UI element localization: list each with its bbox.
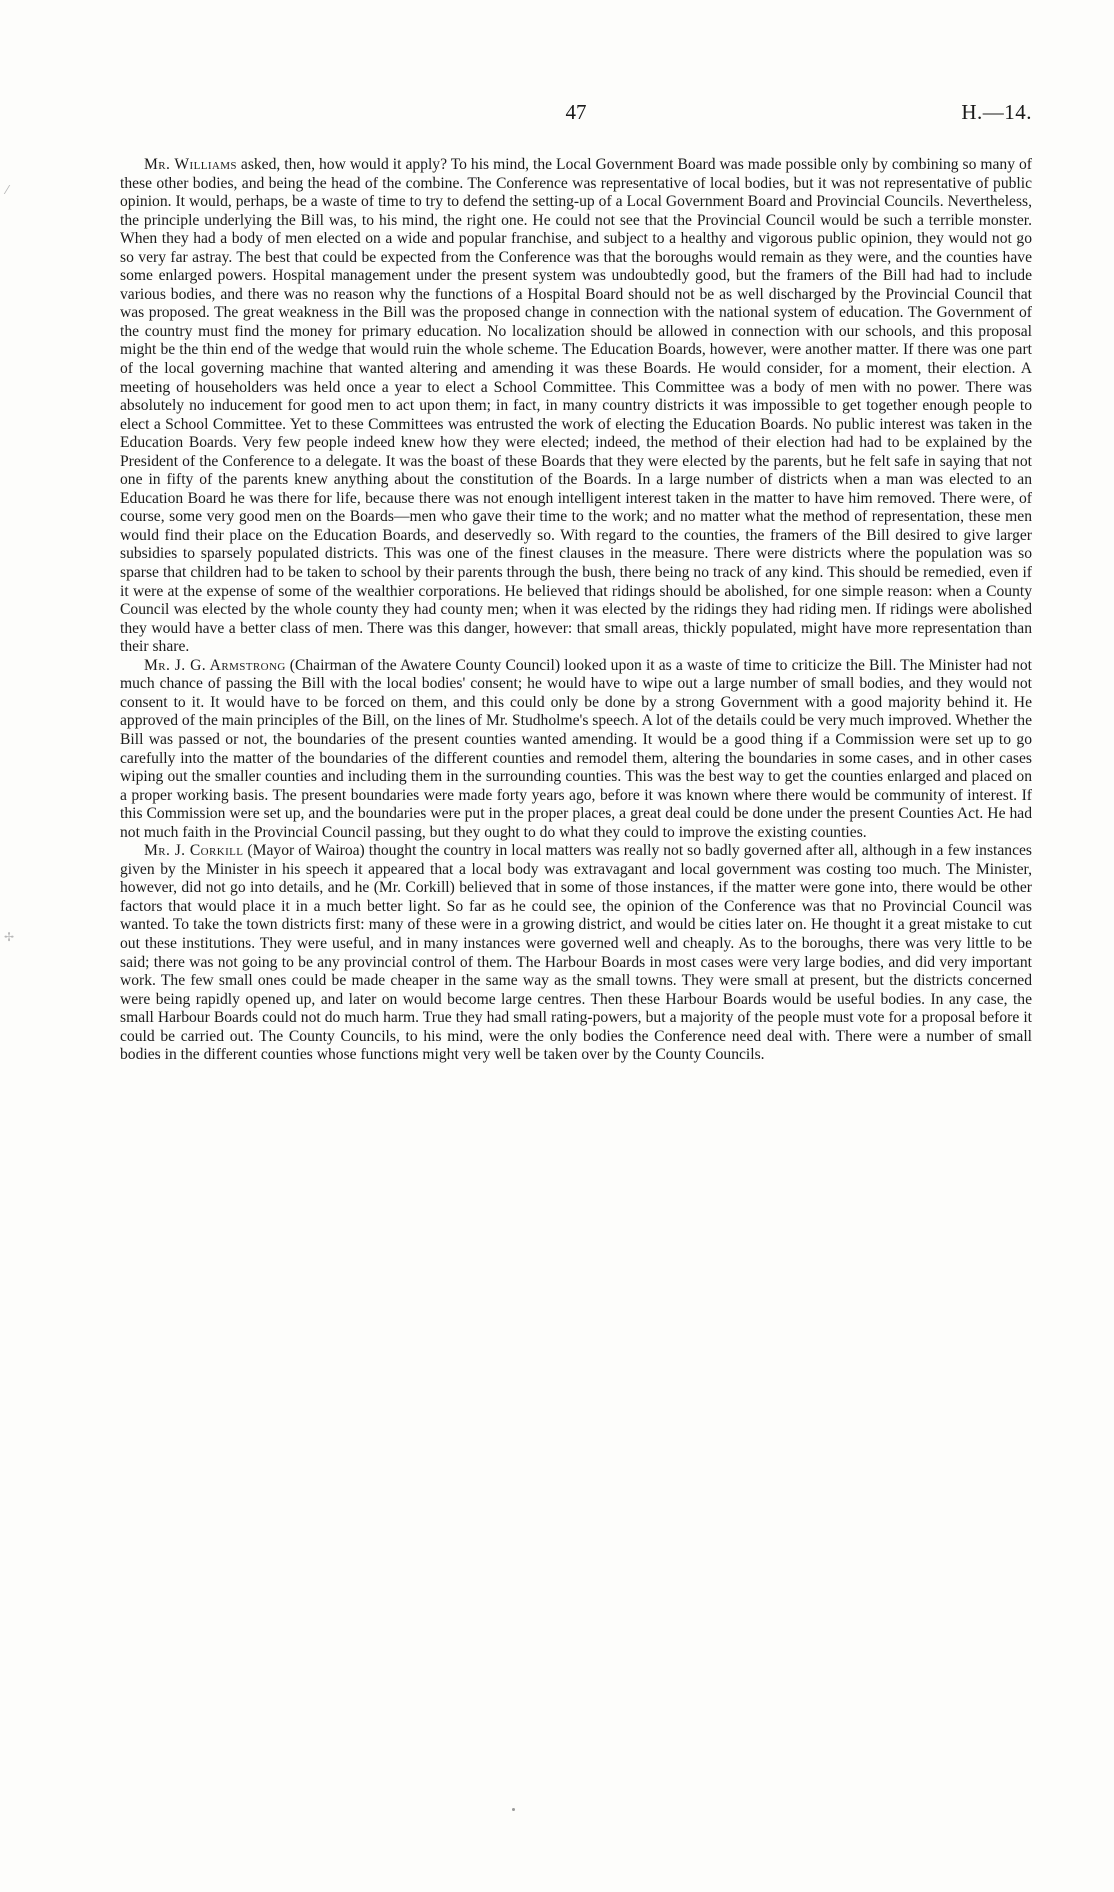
- paragraph-text: (Mayor of Wairoa) thought the country in local matters was really not so badly governed after all, although in a few instances given by the Minister in his speech it appeared that a local body was extravagant and local government was costing too much. The Minister, however, did not go into details, and he (Mr. Corkill) believed that in some of those instances, if the matter were gone into, there would be other factors that would place it in a much better light. So far as he could see, the opinion of the Conference was that no Provincial Council was wanted. To take the town districts first: many of these were in a growing district, and would be cities later on. He thought it a great mistake to cut out these institutions. They were useful, and in many instances were governed well and cheaply. As to the boroughs, there was very little to be said; there was not going to be any provincial control of them. The Harbour Boards in most cases were very large bodies, and did very important work. The few small ones could be made cheaper in the same way as the small towns. They were small at present, but the districts concerned were being rapidly opened up, and later on would become large centres. Then these Harbour Boards would be useful bodies. In any case, the small Harbour Boards could not do much harm. True they had small rating-powers, but a majority of the people must vote for a proposal before it could be carried out. The County Councils, to his mind, were the only bodies the Conference need deal with. There were a number of small bodies in the different counties whose functions might very well be taken over by the County Councils.: [120, 842, 1032, 1064]
- paragraph-text: asked, then, how would it apply? To his mind, the Local Government Board was made possible only by combining so many of these other bodies, and being the head of the combine. The Conference was representative of local bodies, but it was not representative of public opinion. It would, perhaps, be a waste of time to try to defend the setting-up of a Local Government Board and Provincial Councils. Nevertheless, the principle underlying the Bill was, to his mind, the right one. He could not see that the Provincial Council would be such a terrible monster. When they had a body of men elected on a wide and popular franchise, and subject to a healthy and vigorous public opinion, they would not go so very far astray. The best that could be expected from the Conference was that the boroughs would remain as they were, and the counties have some enlarged powers. Hospital management under the present system was undoubtedly good, but the framers of the Bill had had to include various bodies, and there was no reason why the functions of a Hospital Board should not be as well discharged by the Provincial Council that was proposed. The great weakness in the Bill was the proposed change in connection with the national system of education. The Government of the country must find the money for primary education. No localization should be allowed in connection with our schools, and this proposal might be the thin end of the wedge that would ruin the whole scheme. The Education Boards, however, were another matter. If there was one part of the local governing machine that wanted altering and amending it was these Boards. He would consider, for a moment, their election. A meeting of householders was held once a year to elect a School Committee. This Committee was a body of men with no power. There was absolutely no inducement for good men to act upon them; in fact, in many country districts it was impossible to get together enough people to elect a School Committee. Yet to these Committees was entrusted the work of electing the Education Boards. No public interest was taken in the Education Boards. Very few people indeed knew how they were elected; indeed, the method of their election had had to be explained by the President of the Conference to a delegate. It was the boast of these Boards that they were elected by the parents, but he felt safe in saying that not one in fifty of the parents knew anything about the constitution of the Boards. In a large number of districts when a man was elected to an Education Board he was there for life, because there was not enough intelligent interest taken in the matter to have him removed. There were, of course, some very good men on the Boards—men who gave their time to the work; and no matter what the method of representation, these men would find their place on the Education Boards, and deservedly so. With regard to the counties, the framers of the Bill desired to give larger subsidies to sparsely populated districts. This was one of the finest clauses in the measure. There were districts where the population was so sparse that children had to be taken to school by their parents through the bush, there being no track of any kind. This should be remedied, even if it were at the expense of some of the wealthier corporations. He believed that ridings should be abolished, for one simple reason: when a County Council was elected by the whole county they had county men; when it was elected by the ridings they had riding men. If ridings were abolished they would have a better class of men. There was this danger, however: that small areas, thickly populated, might have more representation than their share.: [120, 156, 1032, 656]
- body-text: [120, 156, 1032, 1065]
- speck-mark-icon: [512, 1808, 515, 1811]
- paragraph-williams: [120, 156, 1032, 657]
- paragraph-armstrong: [120, 657, 1032, 842]
- margin-mark-icon: ⁄: [6, 183, 9, 197]
- speaker-name: Mr. J. G. Armstrong: [144, 656, 286, 674]
- margin-mark-icon: ✢: [4, 930, 15, 944]
- speaker-name: Mr. Williams: [144, 156, 237, 173]
- document-reference: H.—14.: [961, 100, 1032, 124]
- paragraph-corkill: [120, 842, 1032, 1065]
- speaker-name: Mr. J. Corkill: [144, 842, 244, 860]
- page-number: 47: [565, 100, 587, 124]
- page-header: [120, 100, 1032, 134]
- paragraph-text: (Chairman of the Awatere County Council) looked upon it as a waste of time to criticize the Bill. The Minister had not much chance of passing the Bill with the local bodies' consent; he would have to wipe out a large number of small bodies, and they would not consent to it. It would have to be forced on them, and this could only be done by a strong Government with a good majority behind it. He approved of the main principles of the Bill, on the lines of Mr. Studholme's speech. A lot of the details could be very much improved. Whether the Bill was passed or not, the boundaries of the present counties wanted amending. It would be a good thing if a Commission were set up to go carefully into the matter of the boundaries of the different counties and remodel them, altering the boundaries in some cases, and in other cases wiping out the smaller counties and including them in the surrounding counties. This was the best way to get the counties enlarged and placed on a proper working basis. The present boundaries were made forty years ago, before it was known where there would be community of interest. If this Commission were set up, and the boundaries were put in the proper places, a great deal could be done under the present Counties Act. He had not much faith in the Provincial Council passing, but they ought to do what they could to improve the existing counties.: [120, 656, 1032, 841]
